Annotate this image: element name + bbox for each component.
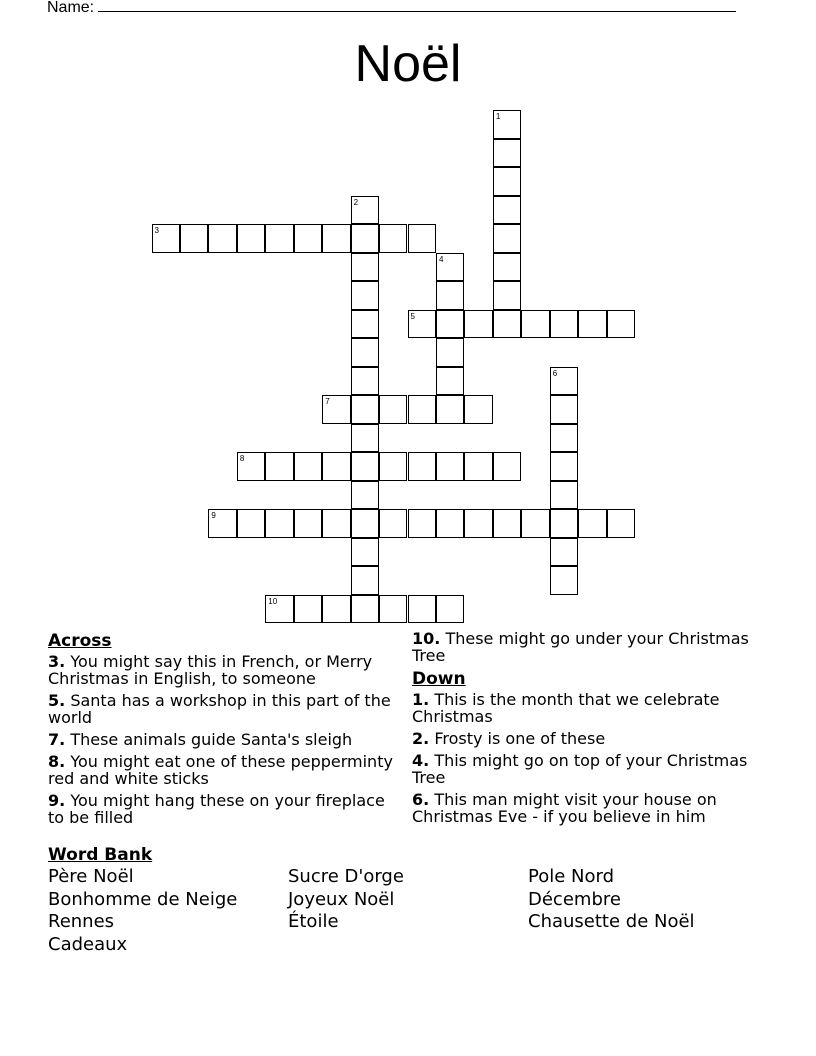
clue-number-label: 6 [552, 368, 558, 378]
grid-cell[interactable] [550, 310, 578, 339]
grid-cell[interactable] [379, 452, 407, 481]
clue-number: 8. [48, 752, 66, 771]
grid-cell[interactable] [493, 196, 521, 225]
grid-cell[interactable] [322, 224, 350, 253]
grid-cell[interactable] [351, 310, 379, 339]
clue-number-label: 10 [268, 596, 278, 606]
grid-cell[interactable] [578, 310, 606, 339]
grid-cell[interactable] [351, 395, 379, 424]
grid-cell[interactable] [521, 310, 549, 339]
clue-number: 1. [412, 690, 430, 709]
grid-cell[interactable] [379, 595, 407, 624]
grid-cell[interactable] [436, 253, 464, 282]
grid-cell[interactable] [578, 509, 606, 538]
grid-cell[interactable] [550, 395, 578, 424]
grid-cell[interactable] [379, 224, 407, 253]
clue-across-9 [48, 792, 400, 826]
grid-cell[interactable] [351, 338, 379, 367]
grid-cell[interactable] [379, 509, 407, 538]
clue-number-label: 2 [353, 197, 359, 207]
grid-cell[interactable] [322, 452, 350, 481]
grid-cell[interactable] [436, 367, 464, 396]
grid-cell[interactable] [493, 110, 521, 139]
down-heading: Down [412, 669, 466, 689]
clue-number-label: 9 [211, 511, 216, 520]
grid-cell[interactable] [550, 452, 578, 481]
clue-across-5 [48, 692, 400, 726]
grid-cell[interactable] [351, 367, 379, 396]
grid-cell[interactable] [550, 509, 578, 538]
clue-number-label: 1 [495, 112, 501, 121]
grid-cell[interactable] [351, 595, 379, 624]
grid-cell[interactable] [550, 367, 578, 396]
grid-cell[interactable] [550, 424, 578, 453]
clue-across-7 [48, 731, 400, 748]
clue-number-label: 3 [154, 226, 159, 235]
grid-cell[interactable] [351, 253, 379, 282]
grid-cell[interactable] [322, 595, 350, 624]
clue-number: 2. [412, 729, 430, 748]
word-bank-item: Pole Nord [528, 866, 615, 887]
grid-cell[interactable] [550, 538, 578, 567]
clue-text: This might go on top of your Christmas Tree [412, 751, 748, 787]
clue-number: 6. [412, 790, 430, 809]
clue-text: These animals guide Santa's sleigh [70, 730, 353, 749]
grid-cell[interactable] [351, 538, 379, 567]
grid-cell[interactable] [464, 310, 492, 339]
clues-right-column [412, 628, 772, 830]
grid-cell[interactable] [436, 281, 464, 310]
grid-cell[interactable] [294, 509, 322, 538]
grid-cell[interactable] [436, 395, 464, 424]
grid-cell[interactable] [521, 509, 549, 538]
grid-cell[interactable] [265, 224, 293, 253]
word-bank-list [48, 866, 768, 956]
grid-cell[interactable] [436, 310, 464, 339]
grid-cell[interactable] [294, 595, 322, 624]
clues-left-column [48, 628, 400, 831]
grid-cell[interactable] [152, 224, 180, 253]
grid-cell[interactable] [493, 281, 521, 310]
grid-cell[interactable] [550, 566, 578, 595]
grid-cell[interactable] [493, 139, 521, 168]
grid-cell[interactable] [550, 481, 578, 510]
grid-cell[interactable] [294, 224, 322, 253]
grid-cell[interactable] [351, 424, 379, 453]
grid-cell[interactable] [322, 509, 350, 538]
clue-number: 10. [412, 629, 441, 648]
grid-cell[interactable] [436, 509, 464, 538]
word-bank-item: Joyeux Noël [288, 888, 395, 910]
word-bank-item: Rennes [48, 911, 115, 932]
grid-cell[interactable] [379, 395, 407, 424]
word-bank-item: Décembre [528, 888, 621, 910]
clue-text: Frosty is one of these [434, 729, 606, 748]
clue-number: 5. [48, 691, 66, 710]
clue-text: You might eat one of these pepperminty red and white sticks [48, 752, 393, 788]
grid-cell[interactable] [408, 310, 436, 339]
grid-cell[interactable] [237, 224, 265, 253]
grid-cell[interactable] [351, 224, 379, 253]
grid-cell[interactable] [607, 310, 635, 339]
grid-cell[interactable] [493, 224, 521, 253]
clue-number: 7. [48, 730, 66, 749]
clue-number-label: 7 [325, 397, 330, 406]
clue-number: 9. [48, 791, 66, 810]
clue-number: 3. [48, 652, 66, 671]
grid-cell[interactable] [436, 452, 464, 481]
clue-number-label: 4 [439, 254, 444, 264]
word-bank [48, 845, 768, 956]
grid-cell[interactable] [237, 509, 265, 538]
grid-cell[interactable] [408, 595, 436, 624]
grid-cell[interactable] [351, 566, 379, 595]
clue-across-3 [48, 653, 400, 687]
grid-cell[interactable] [408, 452, 436, 481]
word-bank-item: Chausette de Noël [528, 911, 695, 932]
grid-cell[interactable] [351, 196, 379, 225]
grid-cell[interactable] [294, 452, 322, 481]
clue-number-label: 8 [239, 454, 245, 463]
clue-down-6 [412, 791, 772, 825]
clue-text: These might go under your Christmas Tree [412, 629, 749, 665]
clue-text: You might hang these on your fireplace to be filled [48, 791, 385, 827]
grid-cell[interactable] [351, 481, 379, 510]
grid-cell[interactable] [493, 167, 521, 196]
clue-text: Santa has a workshop in this part of the world [48, 691, 391, 727]
word-bank-item: Cadeaux [48, 933, 128, 955]
name-label: Name: [47, 0, 95, 16]
grid-cell[interactable] [408, 224, 436, 253]
grid-cell[interactable] [464, 452, 492, 481]
clue-down-1 [412, 691, 772, 725]
grid-cell[interactable] [265, 595, 293, 624]
grid-cell[interactable] [493, 253, 521, 282]
grid-cell[interactable] [436, 595, 464, 624]
grid-cell[interactable] [265, 452, 293, 481]
grid-cell[interactable] [436, 338, 464, 367]
grid-cell[interactable] [351, 452, 379, 481]
grid-cell[interactable] [322, 395, 350, 424]
grid-cell[interactable] [408, 509, 436, 538]
grid-cell[interactable] [493, 310, 521, 339]
grid-cell[interactable] [351, 281, 379, 310]
grid-cell[interactable] [607, 509, 635, 538]
across-heading: Across [48, 631, 112, 651]
grid-cell[interactable] [180, 224, 208, 253]
word-bank-item: Étoile [288, 911, 339, 932]
word-bank-item: Bonhomme de Neige [48, 888, 238, 910]
grid-cell[interactable] [493, 452, 521, 481]
grid-cell[interactable] [208, 224, 236, 253]
clue-across-10 [412, 630, 772, 664]
word-bank-item: Père Noël [48, 866, 134, 887]
grid-cell[interactable] [408, 395, 436, 424]
clue-text: You might say this in French, or Merry Christmas in English, to someone [48, 652, 373, 688]
clue-down-2 [412, 730, 772, 747]
grid-cell[interactable] [464, 395, 492, 424]
grid-cell[interactable] [493, 509, 521, 538]
word-bank-heading: Word Bank [48, 845, 153, 865]
page-title: Noël [354, 35, 462, 93]
clue-text: This man might visit your house on Christmas Eve - if you believe in him [412, 790, 717, 826]
grid-cell[interactable] [208, 509, 236, 538]
grid-cell[interactable] [265, 509, 293, 538]
clue-down-4 [412, 752, 772, 786]
grid-cell[interactable] [351, 509, 379, 538]
clue-number-label: 5 [410, 311, 415, 321]
clue-number: 4. [412, 751, 430, 770]
clue-across-8 [48, 753, 400, 787]
grid-cell[interactable] [237, 452, 265, 481]
clue-text: This is the month that we celebrate Christmas [412, 690, 720, 726]
grid-cell[interactable] [464, 509, 492, 538]
word-bank-item: Sucre D'orge [288, 866, 404, 887]
